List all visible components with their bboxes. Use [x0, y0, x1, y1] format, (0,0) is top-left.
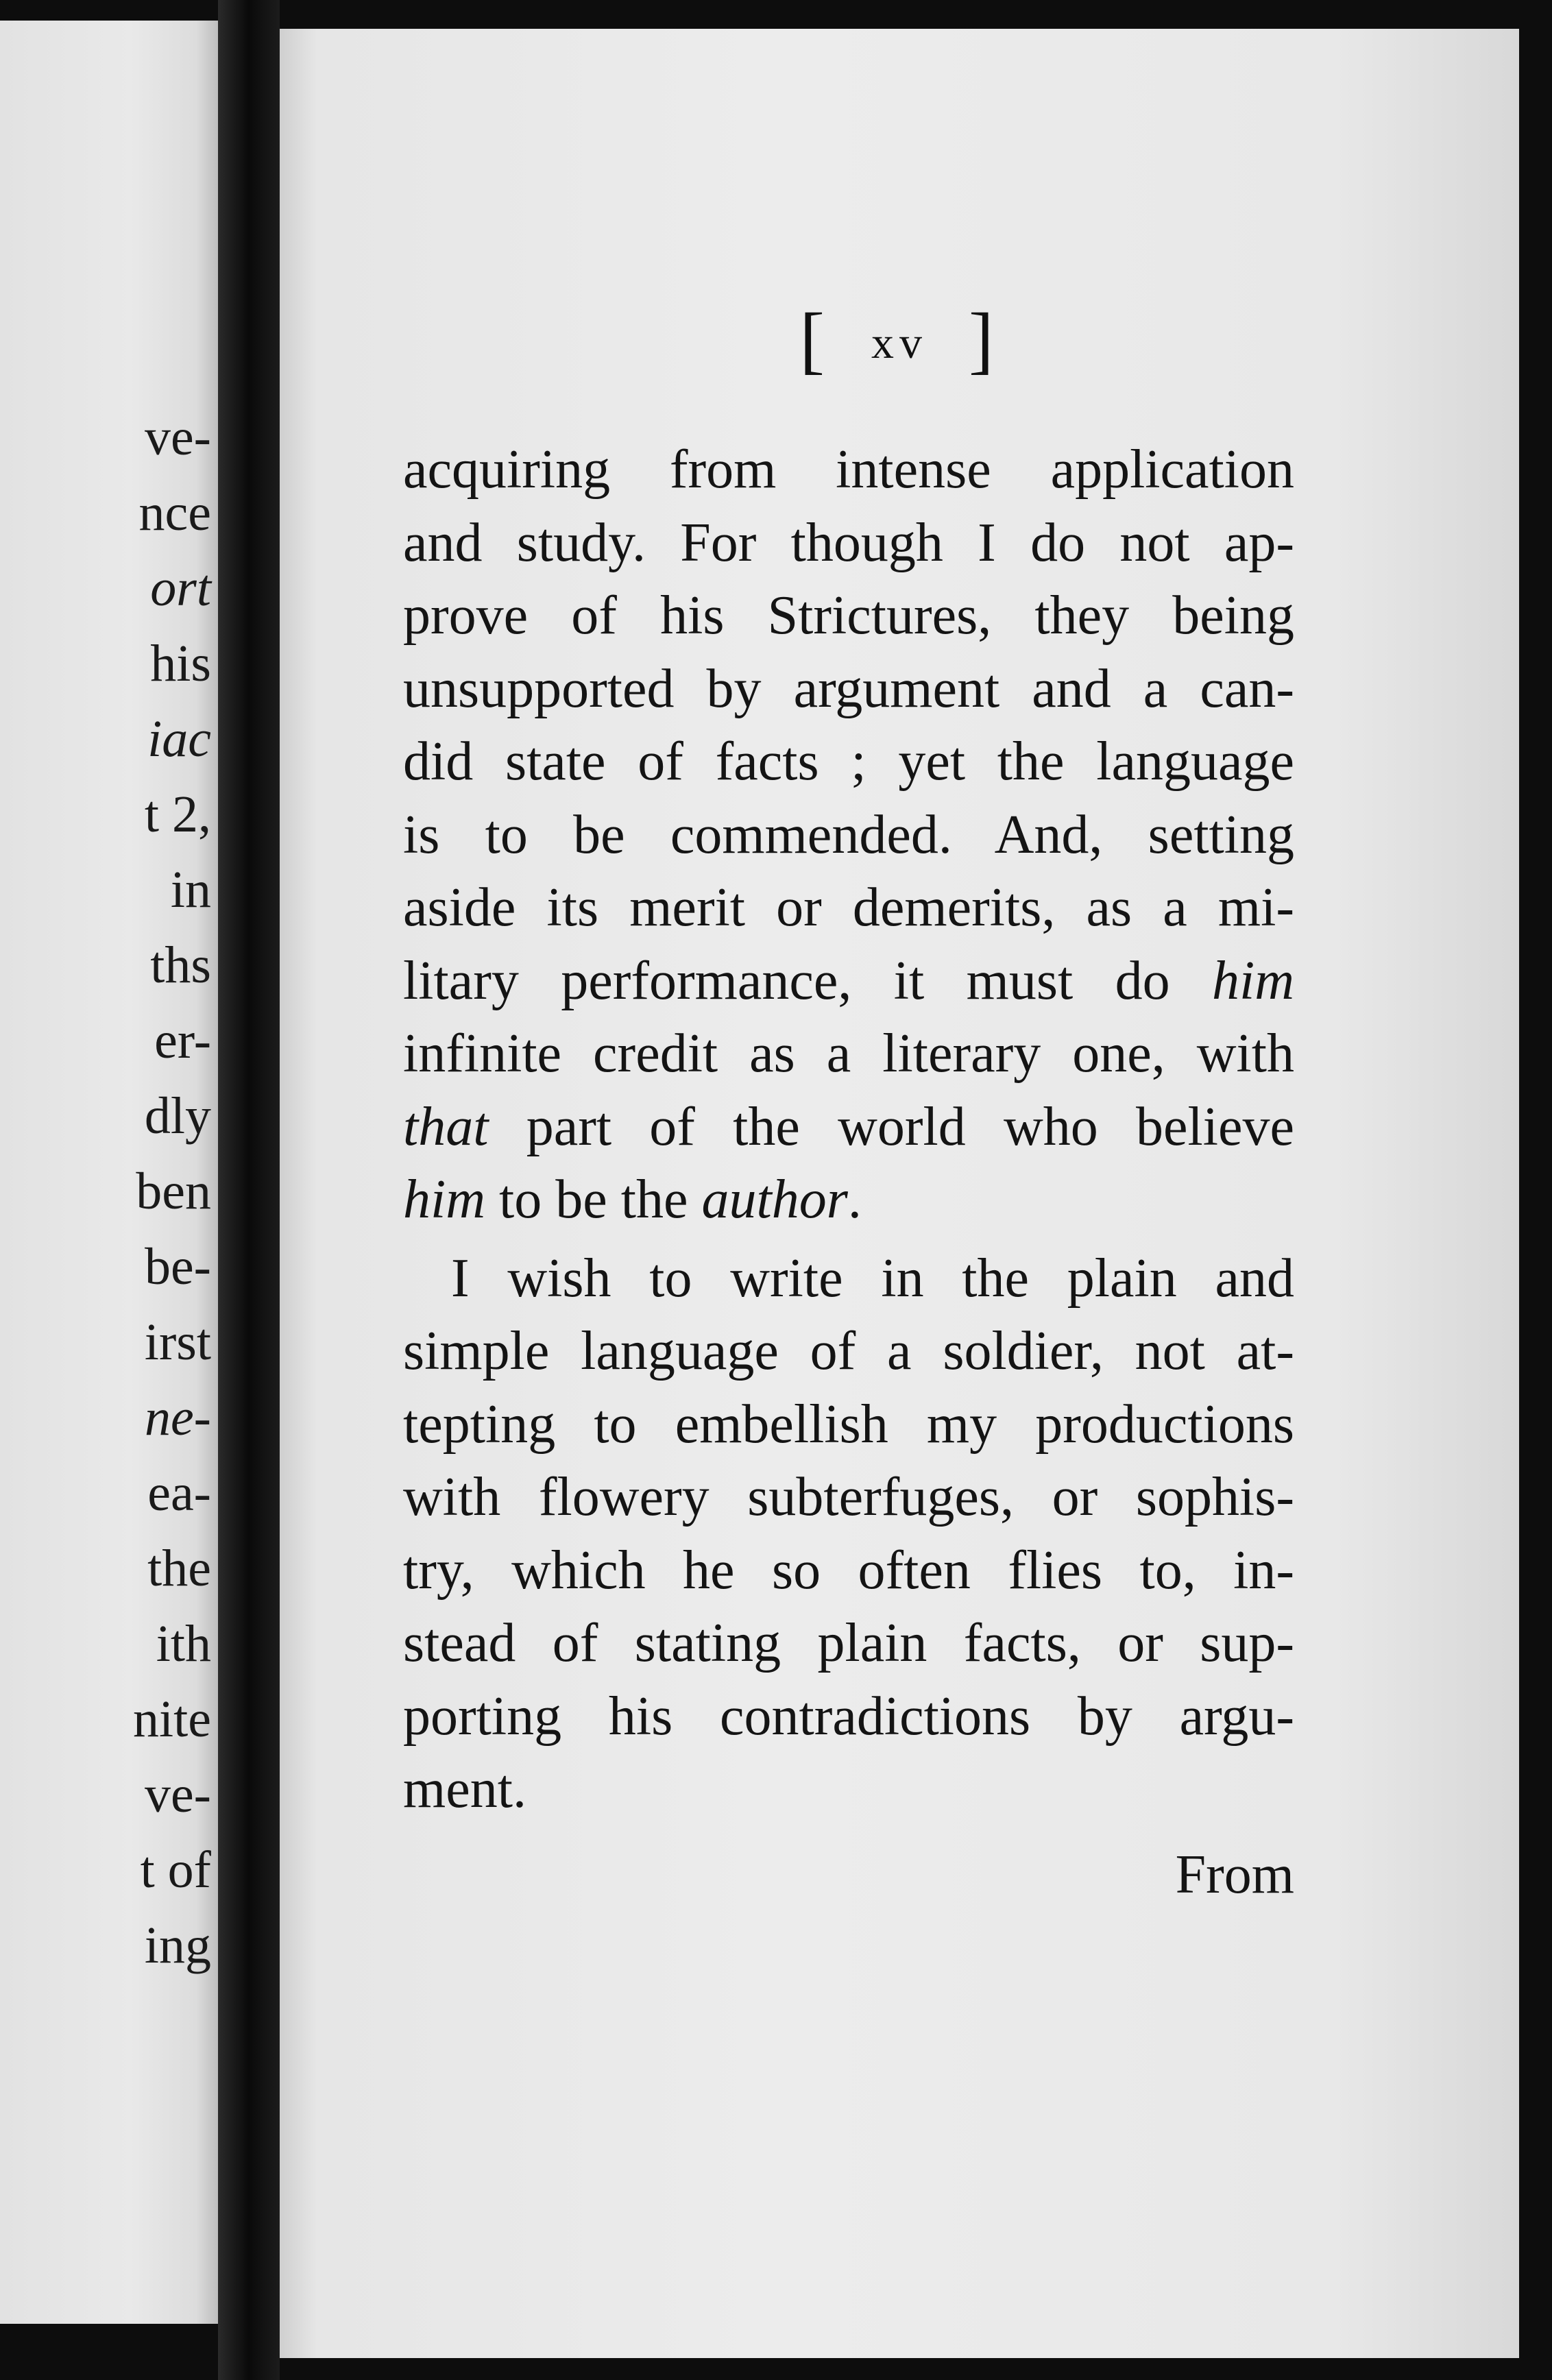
left-fragment: dly — [144, 1087, 211, 1145]
left-fragment: nce — [138, 484, 211, 542]
text-line — [403, 1091, 1294, 1164]
text-line: tepting to embellish my productions — [403, 1394, 1294, 1455]
text-line: ment. — [403, 1759, 526, 1819]
text-line: prove of his Strictures, they being — [403, 585, 1294, 646]
book-gutter-shadow — [218, 0, 280, 2380]
left-fragment: ve- — [144, 409, 211, 466]
text-line — [403, 945, 1294, 1018]
left-fragment: be- — [144, 1238, 211, 1296]
text-run: litary performance, it must do — [403, 950, 1212, 1011]
italic-emphasis: him — [1212, 950, 1294, 1011]
header-bracket-open: [ — [799, 298, 830, 381]
left-facing-page — [0, 21, 218, 2324]
left-fragment: ne- — [144, 1389, 211, 1446]
text-line: simple language of a soldier, not at- — [403, 1321, 1294, 1381]
main-page — [280, 29, 1519, 2358]
text-run: part of the world who believe — [488, 1096, 1294, 1157]
text-line: is to be commended. And, setting — [403, 804, 1294, 865]
paragraph-1 — [403, 433, 1552, 1237]
catchword: From — [1175, 1844, 1294, 1905]
text-line: infinite credit as a literary one, with — [403, 1023, 1294, 1084]
left-fragment: ve- — [144, 1766, 211, 1823]
left-fragment: ith — [156, 1615, 211, 1673]
left-fragment: ea- — [147, 1464, 211, 1522]
text-line: unsupported by argument and a can- — [403, 658, 1294, 719]
left-fragment: iac — [147, 710, 211, 768]
page-header — [280, 296, 1519, 383]
left-fragment: the — [147, 1540, 211, 1597]
left-fragment: ben — [136, 1163, 211, 1220]
left-fragment: ort — [150, 559, 211, 617]
text-line: I wish to write in the plain and — [451, 1248, 1294, 1309]
italic-emphasis: that — [403, 1096, 489, 1157]
text-line: acquiring from intense application — [403, 439, 1294, 500]
text-line: and study. For though I do not ap- — [403, 512, 1294, 573]
body-text — [403, 433, 1552, 1911]
header-bracket-close: ] — [969, 298, 999, 381]
left-fragment: t 2, — [144, 786, 211, 843]
left-fragment: nite — [133, 1690, 211, 1748]
left-fragment: er- — [154, 1012, 211, 1069]
italic-emphasis: him — [403, 1169, 485, 1230]
text-line: with flowery subterfuges, or sophis- — [403, 1467, 1294, 1527]
left-fragment: ing — [144, 1917, 211, 1974]
text-line: aside its merit or demerits, as a mi- — [403, 877, 1294, 938]
italic-emphasis: author — [701, 1169, 848, 1230]
text-line: stead of stating plain facts, or sup- — [403, 1613, 1294, 1673]
text-run: . — [847, 1169, 862, 1230]
left-fragment: t of — [140, 1841, 211, 1899]
left-fragment: ths — [150, 936, 211, 994]
text-run: to be the — [485, 1169, 702, 1230]
left-fragment: his — [150, 635, 211, 692]
text-line: did state of facts ; yet the language — [403, 731, 1294, 792]
text-line — [403, 1163, 1294, 1237]
text-line: try, which he so often flies to, in- — [403, 1540, 1294, 1601]
page-number: xv — [871, 318, 927, 368]
left-fragment: irst — [144, 1313, 211, 1371]
paragraph-2 — [403, 1242, 1552, 1826]
text-line: porting his contradictions by argu- — [403, 1686, 1294, 1747]
left-fragment: in — [170, 861, 211, 919]
